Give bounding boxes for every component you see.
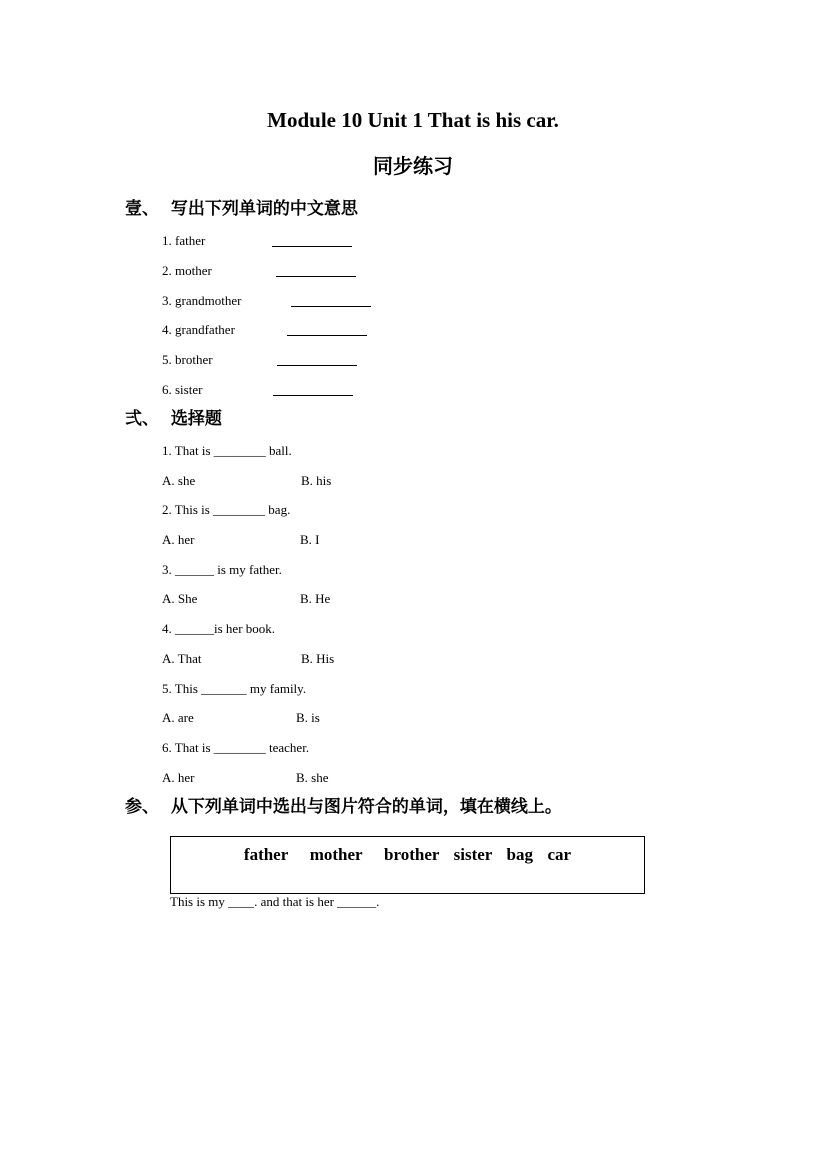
vocab-item: 3. grandmother [162, 293, 242, 308]
option-a[interactable]: A. She [162, 591, 198, 606]
vocab-item: 4. grandfather [162, 322, 235, 337]
word-bank: father mother brother sister bag car [243, 845, 572, 864]
document-subtitle: 同步练习 [373, 154, 453, 178]
option-b[interactable]: B. his [301, 473, 332, 488]
answer-blank[interactable] [291, 306, 371, 307]
vocab-item: 6. sister [162, 382, 203, 397]
option-b[interactable]: B. is [296, 710, 320, 725]
option-a[interactable]: A. she [162, 473, 196, 488]
question: 2. This is ________ bag. [162, 502, 291, 517]
option-b[interactable]: B. He [300, 591, 331, 606]
question: 5. This _______ my family. [162, 681, 307, 696]
section1-heading: 壹、 写出下列单词的中文意思 [125, 199, 358, 219]
option-a[interactable]: A. That [162, 651, 202, 666]
option-a[interactable]: A. are [162, 710, 194, 725]
answer-blank[interactable] [272, 246, 352, 247]
vocab-item: 5. brother [162, 352, 213, 367]
section3-heading: 参、 从下列单词中选出与图片符合的单词，填在横线上。 [125, 797, 562, 817]
option-a[interactable]: A. her [162, 770, 195, 785]
option-b[interactable]: B. she [296, 770, 329, 785]
vocab-item: 1. father [162, 233, 206, 248]
option-a[interactable]: A. her [162, 532, 195, 547]
vocab-item: 2. mother [162, 263, 212, 278]
option-b[interactable]: B. His [301, 651, 335, 666]
section2-heading: 弍、 选择题 [125, 409, 222, 429]
answer-blank[interactable] [273, 395, 353, 396]
answer-blank[interactable] [277, 365, 357, 366]
question: 4. ______is her book. [162, 621, 276, 636]
fill-sentence: This is my ____. and that is her ______. [170, 894, 380, 909]
document-title: Module 10 Unit 1 That is his car. [267, 108, 559, 132]
question: 3. ______ is my father. [162, 562, 282, 577]
question: 6. That is ________ teacher. [162, 740, 310, 755]
answer-blank[interactable] [276, 276, 356, 277]
option-b[interactable]: B. I [300, 532, 320, 547]
answer-blank[interactable] [287, 335, 367, 336]
question: 1. That is ________ ball. [162, 443, 292, 458]
